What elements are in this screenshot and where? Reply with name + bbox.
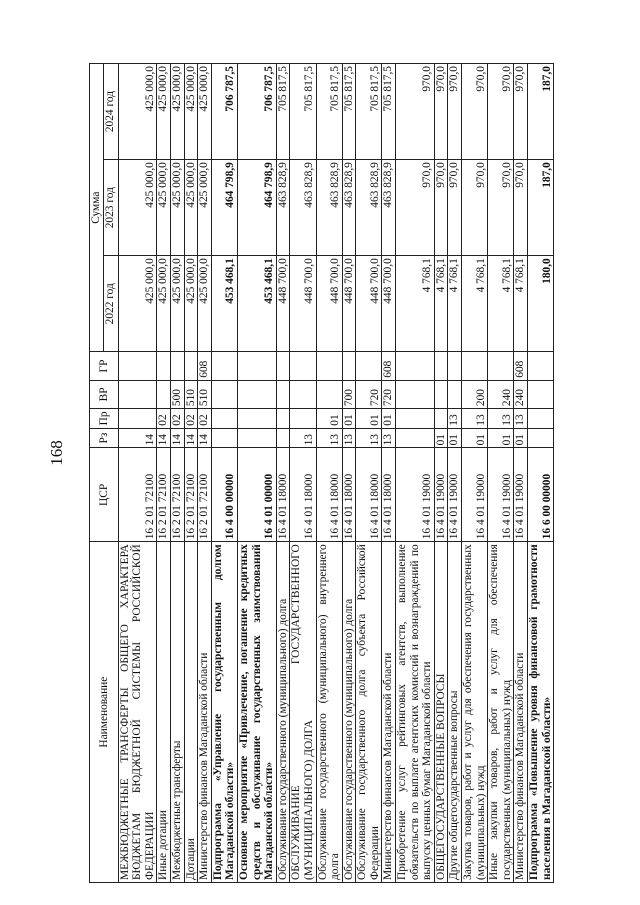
row-pr: 02 <box>157 409 171 429</box>
row-rz: 01 <box>514 428 528 448</box>
row-value-2024: 425 000,0 <box>184 64 198 160</box>
row-value-2023: 464 798,9 <box>211 160 237 256</box>
row-rz: 01 <box>488 428 514 448</box>
row-value-2022: 448 700,0 <box>382 256 396 352</box>
row-vr <box>157 380 171 408</box>
row-name: Подпрограмма «Управление государственным долгом Магаданской области» <box>211 542 237 883</box>
row-value-2023: 970,0 <box>514 160 528 256</box>
row-csr: 16 4 00 00000 <box>211 448 237 542</box>
page-number: 168 <box>46 440 66 466</box>
row-pr <box>211 409 237 429</box>
row-pr: 02 <box>184 409 198 429</box>
row-value-2023: 425 000,0 <box>184 160 198 256</box>
row-value-2024: 705 817,5 <box>382 64 396 160</box>
row-rz: 14 <box>170 428 184 448</box>
row-vr <box>434 380 448 408</box>
row-pr <box>276 409 290 429</box>
row-name: Приобретение услуг рейтинговых агентств, выполнение обязательств по выплате агентских комиссий и вознаграждений по выпуску ценных бумаг Магаданской области <box>396 542 435 883</box>
header-2022: 2022 год <box>103 256 118 352</box>
row-value-2023: 425 000,0 <box>157 160 171 256</box>
row-csr: 16 4 01 19000 <box>396 448 435 542</box>
row-vr: 240 <box>488 380 514 408</box>
row-pr <box>434 409 448 429</box>
row-value-2024: 705 817,5 <box>342 64 356 160</box>
row-value-2024: 187,0 <box>528 64 554 160</box>
row-value-2023: 970,0 <box>396 160 435 256</box>
row-value-2022: 425 000,0 <box>184 256 198 352</box>
row-value-2024: 970,0 <box>396 64 435 160</box>
row-value-2024: 705 817,5 <box>316 64 342 160</box>
table-body <box>118 64 554 883</box>
table-row <box>448 64 462 883</box>
row-csr: 16 2 01 72100 <box>184 448 198 542</box>
row-name: ОБСЛУЖИВАНИЕ ГОСУДАРСТВЕННОГО (МУНИЦИПАЛЬНОГО) ДОЛГА <box>290 542 316 883</box>
header-name: Наименование <box>90 542 119 883</box>
row-value-2023: 970,0 <box>434 160 448 256</box>
row-rz: 13 <box>356 428 382 448</box>
row-gr <box>396 352 435 380</box>
row-gr <box>157 352 171 380</box>
row-value-2022: 453 468,1 <box>211 256 237 352</box>
row-gr <box>276 352 290 380</box>
row-name: МЕЖБЮДЖЕТНЫЕ ТРАНСФЕРТЫ ОБЩЕГО ХАРАКТЕРА БЮДЖЕТАМ БЮДЖЕТНОЙ СИСТЕМЫ РОССИЙСКОЙ ФЕДЕРАЦИИ <box>118 542 157 883</box>
table-row <box>118 64 157 883</box>
header-rz: Рз <box>90 428 119 448</box>
table-row <box>198 64 212 883</box>
row-gr <box>342 352 356 380</box>
row-value-2024: 970,0 <box>462 64 488 160</box>
row-rz: 13 <box>290 428 316 448</box>
row-csr: 16 2 01 72100 <box>118 448 157 542</box>
row-vr <box>118 380 157 408</box>
row-value-2022: 425 000,0 <box>198 256 212 352</box>
row-name: Основное мероприятие «Привлечение, погашение кредитных средств и обслуживание государственных заимствований Магаданской области» <box>237 542 276 883</box>
row-name: Обслуживание государственного долга субъекта Российской Федерации <box>356 542 382 883</box>
table-row <box>528 64 554 883</box>
row-gr <box>184 352 198 380</box>
table-row <box>211 64 237 883</box>
row-value-2024: 425 000,0 <box>157 64 171 160</box>
row-vr <box>211 380 237 408</box>
row-gr <box>118 352 157 380</box>
row-name: Обслуживание государственного (муниципального) внутреннего долга <box>316 542 342 883</box>
table-row <box>434 64 448 883</box>
row-value-2022: 448 700,0 <box>356 256 382 352</box>
row-gr <box>170 352 184 380</box>
row-name: Подпрограмма «Повышение уровня финансовой грамотности населения в Магаданской области» <box>528 542 554 883</box>
row-value-2023: 425 000,0 <box>118 160 157 256</box>
table-row <box>170 64 184 883</box>
row-value-2022: 425 000,0 <box>118 256 157 352</box>
row-pr: 13 <box>462 409 488 429</box>
rotated-page-content <box>89 63 639 883</box>
row-gr <box>434 352 448 380</box>
row-csr: 16 4 01 18000 <box>342 448 356 542</box>
row-csr: 16 4 01 18000 <box>382 448 396 542</box>
header-vr: ВР <box>90 380 119 408</box>
row-rz: 01 <box>448 428 462 448</box>
row-value-2022: 425 000,0 <box>157 256 171 352</box>
row-value-2024: 706 787,5 <box>237 64 276 160</box>
row-name: Иные дотации <box>157 542 171 883</box>
row-pr <box>118 409 157 429</box>
header-gr: ГР <box>90 352 119 380</box>
row-value-2023: 463 828,9 <box>276 160 290 256</box>
row-rz: 13 <box>342 428 356 448</box>
row-gr <box>528 352 554 380</box>
row-gr <box>448 352 462 380</box>
row-value-2024: 970,0 <box>434 64 448 160</box>
row-gr <box>488 352 514 380</box>
row-rz <box>396 428 435 448</box>
row-value-2024: 705 817,5 <box>276 64 290 160</box>
row-pr: 01 <box>356 409 382 429</box>
row-value-2024: 425 000,0 <box>170 64 184 160</box>
table-row <box>356 64 382 883</box>
row-rz <box>237 428 276 448</box>
row-csr: 16 4 01 18000 <box>290 448 316 542</box>
row-vr: 200 <box>462 380 488 408</box>
row-vr <box>290 380 316 408</box>
row-value-2023: 464 798,9 <box>237 160 276 256</box>
row-csr: 16 2 01 72100 <box>157 448 171 542</box>
row-value-2023: 187,0 <box>528 160 554 256</box>
row-csr: 16 4 01 18000 <box>356 448 382 542</box>
row-gr: 608 <box>198 352 212 380</box>
row-pr: 13 <box>514 409 528 429</box>
row-pr: 01 <box>382 409 396 429</box>
row-value-2022: 180,0 <box>528 256 554 352</box>
table-row <box>237 64 276 883</box>
row-value-2024: 970,0 <box>488 64 514 160</box>
row-csr: 16 4 01 18000 <box>276 448 290 542</box>
row-csr: 16 4 01 19000 <box>462 448 488 542</box>
row-vr <box>528 380 554 408</box>
row-vr: 500 <box>170 380 184 408</box>
table-row <box>316 64 342 883</box>
row-value-2022: 4 768,1 <box>396 256 435 352</box>
row-rz <box>276 428 290 448</box>
table-row <box>514 64 528 883</box>
table-row <box>396 64 435 883</box>
row-pr: 13 <box>488 409 514 429</box>
row-value-2022: 4 768,1 <box>462 256 488 352</box>
row-vr <box>396 380 435 408</box>
row-vr: 700 <box>342 380 356 408</box>
table-row <box>276 64 290 883</box>
row-value-2023: 970,0 <box>462 160 488 256</box>
row-pr <box>290 409 316 429</box>
row-name: ОБЩЕГОСУДАРСТВЕННЫЕ ВОПРОСЫ <box>434 542 448 883</box>
row-value-2024: 705 817,5 <box>290 64 316 160</box>
table-header <box>90 64 119 883</box>
row-csr: 16 4 01 19000 <box>434 448 448 542</box>
row-vr <box>316 380 342 408</box>
row-gr <box>290 352 316 380</box>
row-name: Межбюджетные трансферты <box>170 542 184 883</box>
row-gr <box>237 352 276 380</box>
row-value-2023: 463 828,9 <box>382 160 396 256</box>
row-pr: 01 <box>342 409 356 429</box>
row-rz <box>211 428 237 448</box>
row-gr <box>316 352 342 380</box>
row-value-2022: 4 768,1 <box>488 256 514 352</box>
row-csr: 16 4 01 19000 <box>448 448 462 542</box>
row-value-2022: 4 768,1 <box>448 256 462 352</box>
header-sum: Сумма <box>90 64 104 352</box>
row-gr <box>211 352 237 380</box>
row-name: Министерство финансов Магаданской области <box>382 542 396 883</box>
row-csr: 16 4 01 19000 <box>514 448 528 542</box>
row-value-2024: 970,0 <box>448 64 462 160</box>
row-value-2023: 425 000,0 <box>170 160 184 256</box>
row-gr: 608 <box>382 352 396 380</box>
row-value-2024: 970,0 <box>514 64 528 160</box>
row-value-2022: 448 700,0 <box>290 256 316 352</box>
row-vr <box>448 380 462 408</box>
row-csr: 16 4 01 18000 <box>316 448 342 542</box>
row-rz: 14 <box>157 428 171 448</box>
row-csr: 16 4 01 00000 <box>237 448 276 542</box>
row-vr <box>237 380 276 408</box>
row-name: Дотации <box>184 542 198 883</box>
table-row <box>342 64 356 883</box>
row-gr <box>356 352 382 380</box>
row-value-2022: 425 000,0 <box>170 256 184 352</box>
row-value-2024: 705 817,5 <box>356 64 382 160</box>
row-value-2023: 463 828,9 <box>342 160 356 256</box>
row-value-2022: 4 768,1 <box>514 256 528 352</box>
row-value-2023: 463 828,9 <box>290 160 316 256</box>
row-value-2022: 453 468,1 <box>237 256 276 352</box>
table-row <box>382 64 396 883</box>
row-vr: 510 <box>198 380 212 408</box>
row-rz: 14 <box>198 428 212 448</box>
row-rz: 01 <box>462 428 488 448</box>
row-value-2024: 425 000,0 <box>198 64 212 160</box>
row-name: Министерство финансов Магаданской области <box>198 542 212 883</box>
row-name: Министерство финансов Магаданской области <box>514 542 528 883</box>
row-name: Иные закупки товаров, работ и услуг для обеспечения государственных (муниципальных) нужд <box>488 542 514 883</box>
row-value-2022: 448 700,0 <box>342 256 356 352</box>
table-row <box>157 64 171 883</box>
row-vr: 510 <box>184 380 198 408</box>
row-vr: 720 <box>382 380 396 408</box>
row-rz <box>528 428 554 448</box>
row-value-2023: 463 828,9 <box>356 160 382 256</box>
row-pr <box>528 409 554 429</box>
row-name: Закупка товаров, работ и услуг для обеспечения государственных (муниципальных) нужд <box>462 542 488 883</box>
row-pr: 02 <box>170 409 184 429</box>
row-rz: 14 <box>118 428 157 448</box>
row-value-2024: 706 787,5 <box>211 64 237 160</box>
row-csr: 16 4 01 19000 <box>488 448 514 542</box>
row-pr: 13 <box>448 409 462 429</box>
table-row <box>488 64 514 883</box>
header-2023: 2023 год <box>103 160 118 256</box>
row-name: Обслуживание государственного (муниципального) долга <box>342 542 356 883</box>
row-csr: 16 2 01 72100 <box>170 448 184 542</box>
table-row <box>290 64 316 883</box>
table-row <box>184 64 198 883</box>
row-vr: 720 <box>356 380 382 408</box>
row-pr: 01 <box>316 409 342 429</box>
row-value-2022: 448 700,0 <box>276 256 290 352</box>
header-2024: 2024 год <box>103 64 118 160</box>
row-rz: 01 <box>434 428 448 448</box>
header-csr: ЦСР <box>90 448 119 542</box>
row-value-2023: 463 828,9 <box>316 160 342 256</box>
table-row <box>462 64 488 883</box>
row-csr: 16 6 00 00000 <box>528 448 554 542</box>
row-rz: 14 <box>184 428 198 448</box>
row-vr: 240 <box>514 380 528 408</box>
row-pr <box>237 409 276 429</box>
row-pr <box>396 409 435 429</box>
row-value-2023: 970,0 <box>488 160 514 256</box>
row-value-2022: 448 700,0 <box>316 256 342 352</box>
row-csr: 16 2 01 72100 <box>198 448 212 542</box>
row-value-2022: 4 768,1 <box>434 256 448 352</box>
row-value-2023: 425 000,0 <box>198 160 212 256</box>
row-gr <box>462 352 488 380</box>
row-pr: 02 <box>198 409 212 429</box>
budget-table <box>89 63 554 883</box>
row-rz: 13 <box>382 428 396 448</box>
row-rz: 13 <box>316 428 342 448</box>
header-pr: Пр <box>90 409 119 429</box>
row-vr <box>276 380 290 408</box>
row-gr: 608 <box>514 352 528 380</box>
row-value-2023: 970,0 <box>448 160 462 256</box>
row-name: Обслуживание государственного (муниципального) долга <box>276 542 290 883</box>
row-name: Другие общегосударственные вопросы <box>448 542 462 883</box>
row-value-2024: 425 000,0 <box>118 64 157 160</box>
